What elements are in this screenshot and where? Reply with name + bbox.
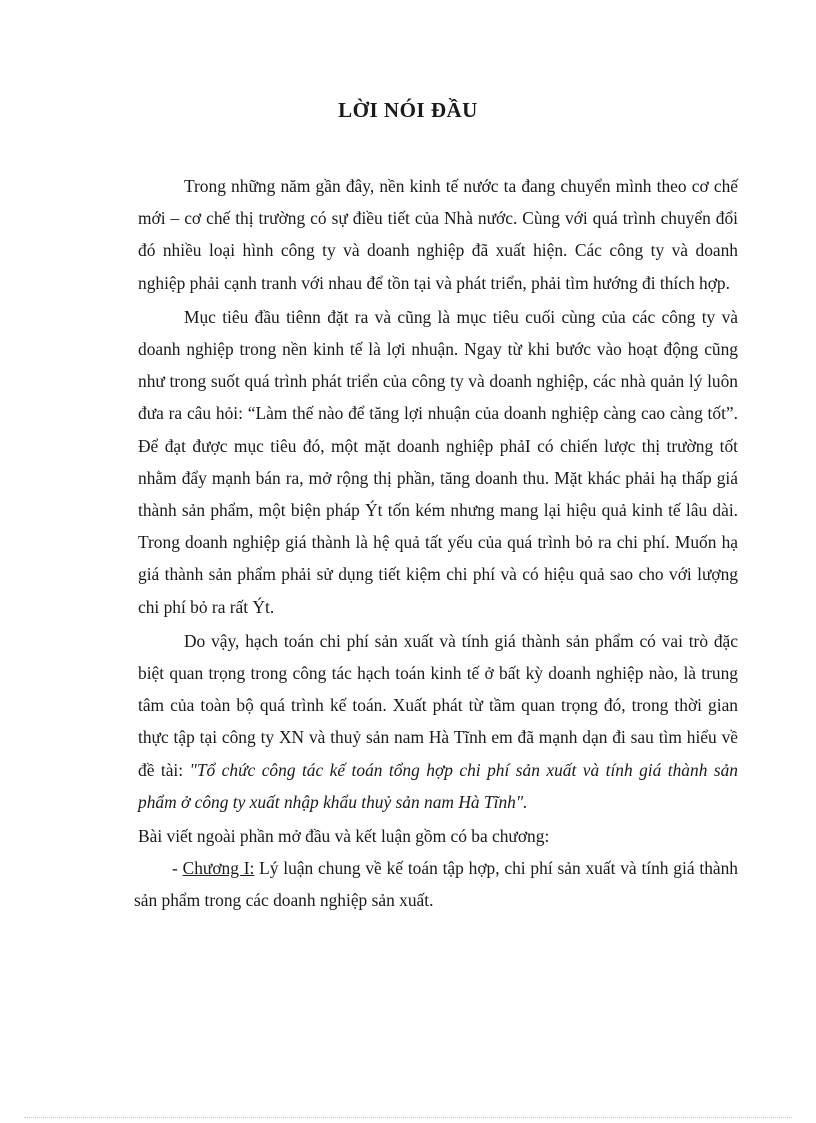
paragraph-3-intro: Do vậy, hạch toán chi phí sản xuất và tính giá thành sản phẩm có vai trò đặc biệt quan trọng trong công tác hạch toán kinh tế ở bất kỳ doanh nghiệp nào, là trung tâm của toàn bộ quá trình kế toán. Xuất phát từ tầm quan trọng đó, trong thời gian thực tập tại công ty XN và thuỷ sản nam Hà Tĩnh em đã mạnh dạn đi sau tìm hiểu về đề tài: — [138, 630, 738, 780]
paragraph-4: Bài viết ngoài phần mở đầu và kết luận gồm có ba chương: — [138, 826, 550, 847]
chapter-1-item — [134, 852, 738, 916]
paragraph-2: Mục tiêu đầu tiênn đặt ra và cũng là mục tiêu cuối cùng của các công ty và doanh nghiệp trong nền kinh tế là lợi nhuận. Ngay từ khi bước vào hoạt động cũng như trong suốt quá trình phát triển của công ty và doanh nghiệp, các nhà quản lý luôn đưa ra câu hỏi: “Làm thế nào để tăng lợi nhuận của doanh nghiệp càng cao càng tốt”. Để đạt được mục tiêu đó, một mặt doanh nghiệp phảI có chiến lược thị trường tốt nhằm đẩy mạnh bán ra, mở rộng thị phần, tăng doanh thu. Mặt khác phải hạ thấp giá thành sản phẩm, một biện pháp Ýt tốn kém nhưng mang lại hiệu quả kinh tế lâu dài. Trong doanh nghiệp giá thành là hệ quả tất yếu của quá trình bỏ ra chi phí. Muốn hạ giá thành sản phẩm phải sử dụng tiết kiệm chi phí và có hiệu quả sao cho với lượng chi phí bỏ ra rất Ýt. — [138, 306, 738, 617]
paragraph-3 — [138, 625, 738, 818]
thesis-topic: "Tổ chức công tác kế toán tổng hợp chi phí sản xuất và tính giá thành sản phẩm ở công ty xuất nhập khẩu thuỷ sản nam Hà Tĩnh". — [138, 759, 739, 812]
chapter-1-prefix: - — [172, 858, 183, 879]
paragraph-1: Trong những năm gần đây, nền kinh tế nước ta đang chuyển mình theo cơ chế mới – cơ chế thị trường có sự điều tiết của Nhà nước. Cùng với quá trình chuyển đổi đó nhiều loại hình công ty và doanh nghiệp đã xuất hiện. Các công ty và doanh nghiệp phải cạnh tranh với nhau để tồn tại và phát triển, phải tìm hướng đi thích hợp. — [138, 176, 738, 293]
document-body — [134, 170, 739, 917]
chapter-1-text: Lý luận chung về kế toán tập hợp, chi phí sản xuất và tính giá thành sản phẩm trong các doanh nghiệp sản xuất. — [134, 858, 739, 911]
page-bottom-divider — [24, 1117, 792, 1118]
page-title: LỜI NÓI ĐẦU — [338, 98, 478, 122]
chapter-1-label: Chương I: — [182, 858, 255, 879]
